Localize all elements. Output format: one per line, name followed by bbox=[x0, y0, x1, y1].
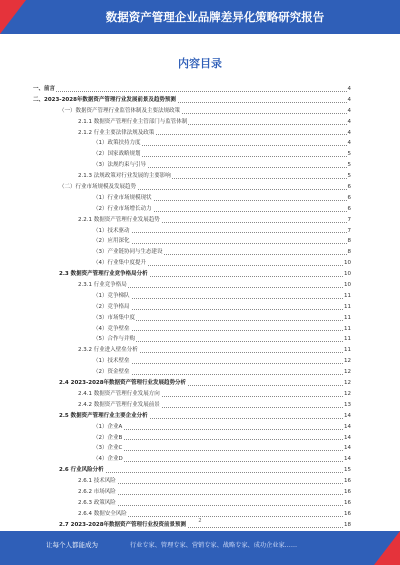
toc-entry-title: （4）竞争壁垒 bbox=[93, 324, 131, 335]
toc-entry-page: 12 bbox=[343, 378, 351, 389]
toc-entry-page: 4 bbox=[347, 84, 352, 95]
toc-entry-title: （4）行业集中度提升 bbox=[93, 258, 147, 269]
toc-entry-page: 4 bbox=[347, 106, 352, 117]
toc-entry[interactable] bbox=[33, 160, 351, 171]
toc-leader-dots bbox=[93, 330, 347, 331]
toc-entry-page: 14 bbox=[343, 454, 351, 465]
toc-leader-dots bbox=[78, 483, 347, 484]
toc-leader-dots bbox=[93, 450, 347, 451]
toc-leader-dots bbox=[93, 309, 347, 310]
toc-entry-page: 6 bbox=[347, 182, 352, 193]
toc-entry-title: （1）竞争梯队 bbox=[93, 291, 131, 302]
toc-entry-page: 10 bbox=[343, 280, 351, 291]
toc-entry[interactable] bbox=[33, 226, 351, 237]
toc-entry[interactable] bbox=[33, 117, 351, 128]
toc-entry-title: （2）国家战略规划 bbox=[93, 149, 142, 160]
toc-entry-page: 10 bbox=[343, 258, 351, 269]
toc-entry-title: （一）数据资产管理行业监管体制及主要法规政策 bbox=[59, 106, 181, 117]
toc-entry-title: （3）企业C bbox=[93, 443, 123, 454]
toc-entry-page: 11 bbox=[343, 302, 351, 313]
toc-entry-title: （2）竞争格局 bbox=[93, 302, 131, 313]
toc-entry-page: 6 bbox=[347, 193, 352, 204]
toc-entry-title: 2.3.1 行业竞争格局 bbox=[78, 280, 128, 291]
toc-entry[interactable] bbox=[33, 269, 351, 280]
toc-entry-title: 2.6.3 政策风险 bbox=[78, 498, 117, 509]
toc-entry[interactable] bbox=[33, 367, 351, 378]
toc-entry[interactable] bbox=[33, 95, 351, 106]
toc-entry-page: 12 bbox=[343, 389, 351, 400]
toc-entry-page: 11 bbox=[343, 324, 351, 335]
toc-entry-title: 2.4 2023-2028年数据资产管理行业发展趋势分析 bbox=[59, 378, 187, 389]
toc-entry-title: 2.4.1 数据资产管理行业发展方向 bbox=[78, 389, 161, 400]
toc-entry-title: 2.1.1 数据资产管理行业主管部门与监管体制 bbox=[78, 117, 188, 128]
toc-entry-title: （2）应用深化 bbox=[93, 236, 131, 247]
toc-entry-page: 7 bbox=[347, 215, 352, 226]
toc-entry-title: （1）技术壁垒 bbox=[93, 356, 131, 367]
footer-roles: 行业专家、管理专家、营销专家、战略专家、成功企业家…… bbox=[130, 542, 298, 549]
toc-entry-title: （2）资金壁垒 bbox=[93, 367, 131, 378]
toc-entry[interactable] bbox=[33, 476, 351, 487]
toc-leader-dots bbox=[93, 374, 347, 375]
toc-entry-page: 16 bbox=[343, 509, 351, 520]
toc-leader-dots bbox=[93, 429, 347, 430]
toc-entry-page: 14 bbox=[343, 422, 351, 433]
toc-entry[interactable] bbox=[33, 182, 351, 193]
toc-entry[interactable] bbox=[33, 215, 351, 226]
toc-entry[interactable] bbox=[33, 204, 351, 215]
toc-entry-page: 14 bbox=[343, 411, 351, 422]
toc-entry-page: 12 bbox=[343, 367, 351, 378]
toc-entry-page: 16 bbox=[343, 476, 351, 487]
toc-entry[interactable] bbox=[33, 465, 351, 476]
toc-entry[interactable] bbox=[33, 454, 351, 465]
toc-entry[interactable] bbox=[33, 433, 351, 444]
toc-entry[interactable] bbox=[33, 411, 351, 422]
toc-entry[interactable] bbox=[33, 138, 351, 149]
toc-entry-title: （2）行业市场增长动力 bbox=[93, 204, 153, 215]
toc-entry[interactable] bbox=[33, 498, 351, 509]
toc-entry-title: 2.6.2 市场风险 bbox=[78, 487, 117, 498]
toc-entry-title: （3）产业链协同与生态建设 bbox=[93, 247, 164, 258]
toc-entry[interactable] bbox=[33, 128, 351, 139]
toc-entry-page: 8 bbox=[347, 247, 352, 258]
toc-entry-page: 18 bbox=[343, 520, 351, 531]
toc-entry[interactable] bbox=[33, 149, 351, 160]
toc-leader-dots bbox=[33, 91, 347, 92]
toc-leader-dots bbox=[78, 505, 347, 506]
toc-entry[interactable] bbox=[33, 280, 351, 291]
toc-entry[interactable] bbox=[33, 258, 351, 269]
toc-entry[interactable] bbox=[33, 389, 351, 400]
toc-entry-page: 12 bbox=[343, 356, 351, 367]
toc-entry-title: 2.4.2 数据资产管理行业发展前景 bbox=[78, 400, 161, 411]
toc-entry-title: （1）企业A bbox=[93, 422, 123, 433]
toc-entry-page: 11 bbox=[343, 291, 351, 302]
toc-entry-title: 2.2.1 数据资产管理行业发展趋势 bbox=[78, 215, 161, 226]
header-accent bbox=[0, 0, 26, 34]
toc-entry-page: 15 bbox=[343, 465, 351, 476]
toc-entry-title: （1）技术驱动 bbox=[93, 226, 131, 237]
toc-entry[interactable] bbox=[33, 443, 351, 454]
toc-entry[interactable] bbox=[33, 356, 351, 367]
toc-entry[interactable] bbox=[33, 487, 351, 498]
toc-entry[interactable] bbox=[33, 193, 351, 204]
toc-entry-title: 2.6 行业风险分析 bbox=[59, 465, 105, 476]
toc-entry[interactable] bbox=[33, 313, 351, 324]
toc-entry-title: （2）企业B bbox=[93, 433, 123, 444]
toc-entry-page: 5 bbox=[347, 171, 352, 182]
toc-entry-title: 二、2023-2028年数据资产管理行业发展前景及趋势预测 bbox=[33, 95, 177, 106]
toc-entry-page: 14 bbox=[343, 433, 351, 444]
toc-entry[interactable] bbox=[33, 334, 351, 345]
toc-entry[interactable] bbox=[33, 324, 351, 335]
toc-entry-title: （1）行业市场规模现状 bbox=[93, 193, 153, 204]
toc-entry-title: （3）法规约束与引导 bbox=[93, 160, 147, 171]
toc-entry[interactable] bbox=[33, 247, 351, 258]
toc-entry-title: （4）企业D bbox=[93, 454, 124, 465]
toc-entry-title: （二）行业市场规模及发展趋势 bbox=[59, 182, 137, 193]
toc-entry-title: 2.7 2023-2028年数据资产管理行业投资前景预测 bbox=[59, 520, 187, 531]
table-of-contents bbox=[33, 84, 351, 531]
toc-entry-title: （1）政策扶持力度 bbox=[93, 138, 142, 149]
toc-entry-page: 13 bbox=[343, 400, 351, 411]
toc-entry-page: 4 bbox=[347, 95, 352, 106]
toc-leader-dots bbox=[93, 363, 347, 364]
toc-entry-page: 4 bbox=[347, 117, 352, 128]
toc-entry-title: 2.1.2 行业主要法律法规及政策 bbox=[78, 128, 155, 139]
toc-entry-page: 16 bbox=[343, 487, 351, 498]
toc-entry-page: 11 bbox=[343, 313, 351, 324]
toc-entry-page: 10 bbox=[343, 269, 351, 280]
footer-slogan: 让每个人都能成为 bbox=[46, 541, 98, 549]
toc-entry[interactable] bbox=[33, 302, 351, 313]
toc-entry-page: 4 bbox=[347, 128, 352, 139]
toc-entry-page: 5 bbox=[347, 160, 352, 171]
toc-entry-page: 8 bbox=[347, 236, 352, 247]
toc-entry-title: 2.3 数据资产管理行业竞争格局分析 bbox=[59, 269, 149, 280]
toc-entry-page: 5 bbox=[347, 149, 352, 160]
toc-entry-page: 6 bbox=[347, 204, 352, 215]
toc-entry[interactable] bbox=[33, 84, 351, 95]
toc-heading: 内容目录 bbox=[178, 57, 222, 70]
toc-entry-page: 11 bbox=[343, 345, 351, 356]
toc-entry[interactable] bbox=[33, 400, 351, 411]
toc-entry-title: （5）合作与并购 bbox=[93, 334, 136, 345]
toc-entry-title: 2.6.4 数据安全风险 bbox=[78, 509, 128, 520]
toc-entry-page: 14 bbox=[343, 443, 351, 454]
toc-entry-title: 2.1.3 法规政策对行业发展的主要影响 bbox=[78, 171, 172, 182]
page-number: 2 bbox=[198, 518, 202, 524]
toc-leader-dots bbox=[93, 439, 347, 440]
toc-entry[interactable] bbox=[33, 422, 351, 433]
toc-leader-dots bbox=[93, 232, 347, 233]
toc-entry-title: 2.3.2 行业进入壁垒分析 bbox=[78, 345, 139, 356]
toc-entry-page: 16 bbox=[343, 498, 351, 509]
toc-entry[interactable] bbox=[33, 291, 351, 302]
toc-leader-dots bbox=[93, 298, 347, 299]
toc-entry-title: 2.5 数据资产管理行业主要企业分析 bbox=[59, 411, 149, 422]
footer-accent bbox=[374, 531, 400, 565]
toc-entry-title: 一、前言 bbox=[33, 84, 56, 95]
toc-entry[interactable] bbox=[33, 378, 351, 389]
report-title: 数据资产管理企业品牌差异化策略研究报告 bbox=[105, 10, 325, 24]
toc-entry-page: 7 bbox=[347, 226, 352, 237]
toc-leader-dots bbox=[93, 243, 347, 244]
toc-entry[interactable] bbox=[33, 236, 351, 247]
toc-leader-dots bbox=[78, 494, 347, 495]
toc-entry-title: （3）市场集中度 bbox=[93, 313, 136, 324]
toc-entry-page: 11 bbox=[343, 334, 351, 345]
toc-entry-title: 2.6.1 技术风险 bbox=[78, 476, 117, 487]
toc-entry[interactable] bbox=[33, 171, 351, 182]
toc-leader-dots bbox=[93, 461, 347, 462]
toc-entry[interactable] bbox=[33, 345, 351, 356]
toc-entry[interactable] bbox=[33, 106, 351, 117]
toc-entry-page: 4 bbox=[347, 138, 352, 149]
